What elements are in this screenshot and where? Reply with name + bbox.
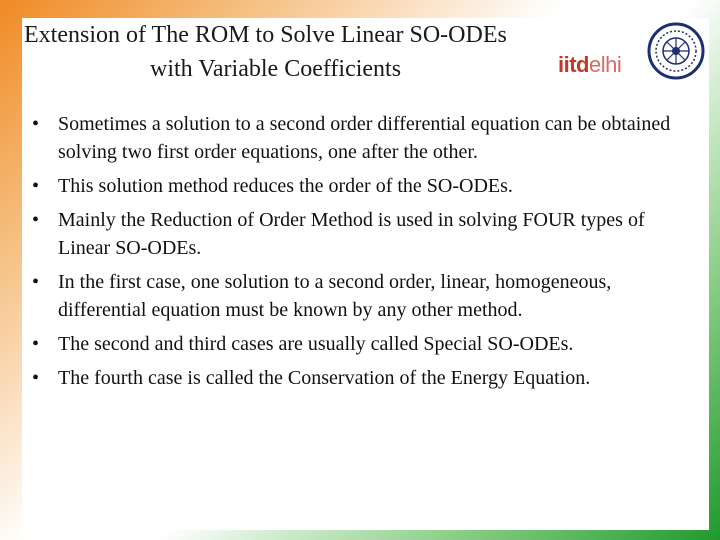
bullet-marker: •: [32, 175, 40, 197]
bullet-text: Mainly the Reduction of Order Method is used in solving FOUR types of Linear SO-ODEs.: [58, 209, 645, 259]
bullet-text: The fourth case is called the Conservation of the Energy Equation.: [58, 367, 591, 389]
bullet-text: Sometimes a solution to a second order differential equation can be obtained solving two first order equations, one after the other.: [58, 113, 671, 163]
slide-title-line-1: Extension of The ROM to Solve Linear SO-ODEs: [24, 22, 507, 48]
bullet-marker: •: [32, 333, 40, 355]
slide-title: [22, 18, 562, 98]
iit-delhi-emblem-icon: [647, 22, 705, 80]
bullet-item: [30, 364, 700, 392]
bullet-item: [30, 206, 700, 262]
bullet-item: [30, 110, 700, 166]
bullet-marker: •: [32, 209, 40, 231]
bullet-item: [30, 268, 700, 324]
wordmark-part-1: iitd: [558, 52, 589, 77]
bullet-marker: •: [32, 367, 40, 389]
bullet-marker: •: [32, 113, 40, 135]
bullet-text: The second and third cases are usually called Special SO-ODEs.: [58, 333, 574, 355]
bullet-text: In the first case, one solution to a second order, linear, homogeneous, differential equation must be known by any other method.: [58, 271, 612, 321]
slide-canvas: [22, 18, 709, 530]
slide-title-line-2: with Variable Coefficients: [150, 56, 402, 82]
bullet-marker: •: [32, 271, 40, 293]
bullet-text: This solution method reduces the order of the SO-ODEs.: [58, 175, 513, 197]
bullet-item: [30, 330, 700, 358]
bullet-item: [30, 172, 700, 200]
wordmark-part-2: elhi: [589, 52, 622, 77]
iitdelhi-wordmark: [558, 52, 621, 78]
bullet-list: [30, 110, 700, 398]
